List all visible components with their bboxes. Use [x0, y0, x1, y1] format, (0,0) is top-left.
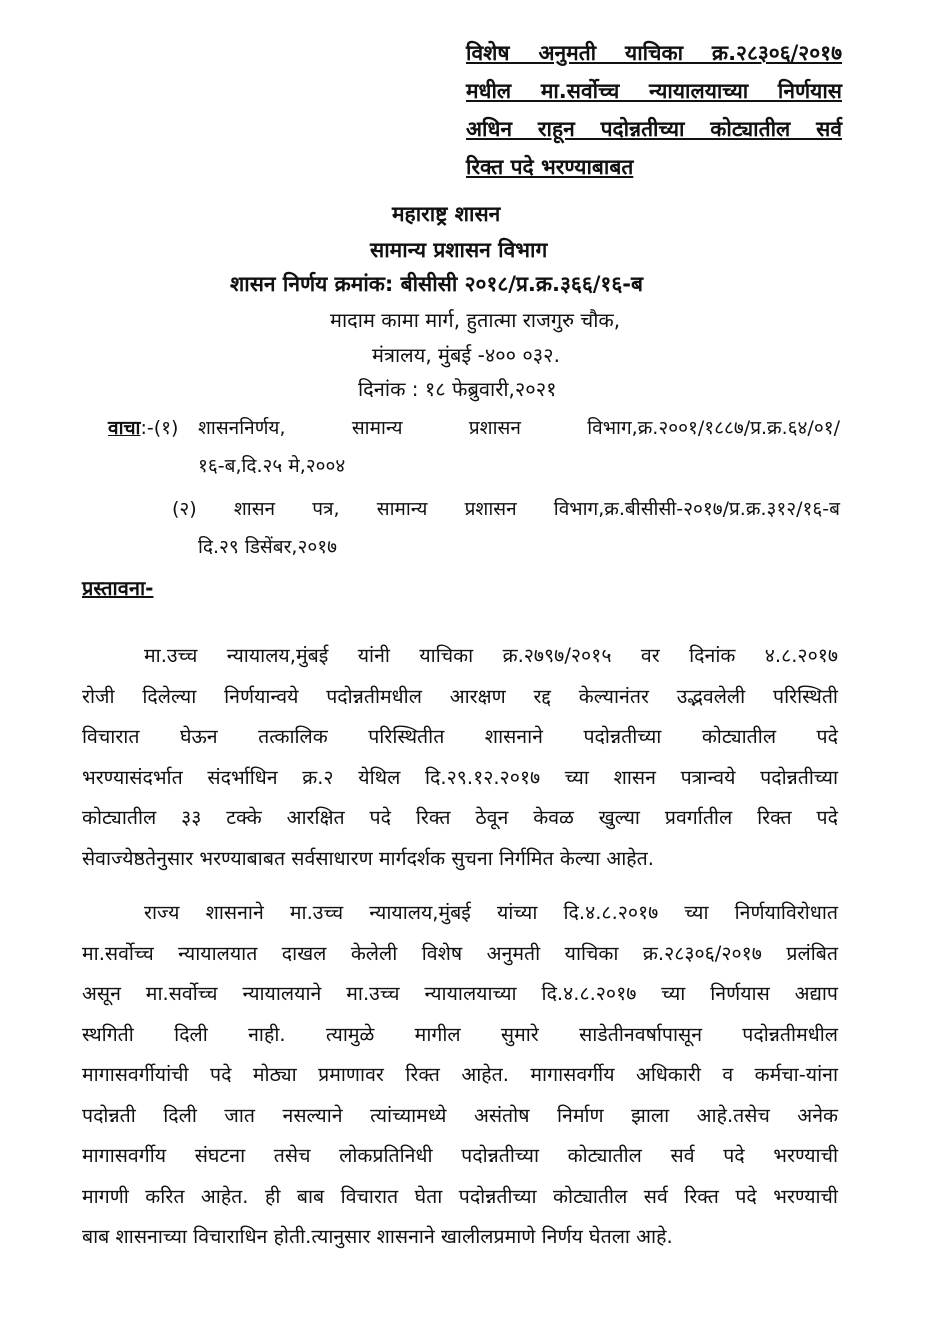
paragraph-line: असून मा.सर्वोच्च न्यायालयाने मा.उच्च न्यायालयाच्या दि.४.८.२०१७ च्या निर्णयास अद्याप [82, 982, 838, 1005]
address-line-1: मादाम कामा मार्ग, हुतात्मा राजगुरु चौक, [330, 308, 621, 332]
read-label: वाचा [108, 417, 141, 439]
paragraph-line: कोट्यातील ३३ टक्के आरक्षित पदे रिक्त ठेवून केवळ खुल्या प्रवर्गातील रिक्त पदे [82, 806, 838, 829]
subject-line: रिक्त पदे भरण्याबाबत [466, 155, 634, 179]
paragraph-line: मागासवर्गीय संघटना तसेच लोकप्रतिनिधी पदोन्नतीच्या कोट्यातील सर्व पदे भरण्याची [82, 1144, 838, 1167]
ref1-number: :-(१) [140, 417, 179, 439]
paragraph-line: मा.सर्वोच्च न्यायालयात दाखल केलेली विशेष अनुमती याचिका क्र.२८३०६/२०१७ प्रलंबित [82, 941, 838, 965]
subject-line: अधिन राहून पदोन्नतीच्या कोट्यातील सर्व [466, 117, 842, 141]
paragraph-line: मागणी करित आहेत. ही बाब विचारात घेता पदोन्नतीच्या कोट्यातील सर्व रिक्त पदे भरण्याची [82, 1184, 838, 1208]
subject-line: मधील मा.सर्वोच्च न्यायालयाच्या निर्णयास [466, 79, 842, 103]
references-label [108, 414, 178, 440]
paragraph-line: मागासवर्गीयांची पदे मोठ्या प्रमाणावर रिक्त आहेत. मागासवर्गीय अधिकारी व कर्मचा-यांना [82, 1063, 838, 1086]
ref1-line-2: १६-ब,दि.२५ मे,२००४ [198, 455, 346, 477]
preamble-paragraph-1 [82, 636, 838, 879]
subject-line: विशेष अनुमती याचिका क्र.२८३०६/२०१७ [466, 41, 842, 65]
preamble-heading: प्रस्तावना- [82, 576, 154, 600]
address-line-2: मंत्रालय, मुंबई -४०० ०३२. [372, 343, 560, 367]
paragraph-line: स्थगिती दिली नाही. त्यामुळे मागील सुमारे साडेतीनवर्षापासून पदोन्नतीमधील [82, 1022, 838, 1046]
paragraph-line: बाब शासनाच्या विचाराधिन होती.त्यानुसार शासनाने खालीलप्रमाणे निर्णय घेतला आहे. [82, 1225, 673, 1248]
paragraph-line: मा.उच्च न्यायालय,मुंबई यांनी याचिका क्र.२७९७/२०१५ वर दिनांक ४.८.२०१७ [144, 644, 838, 667]
ref2-line-1: (२) शासन पत्र, सामान्य प्रशासन विभाग,क्र.बीसीसी-२०१७/प्र.क्र.३१२/१६-ब [172, 498, 840, 520]
ref1-line-1: शासननिर्णय, सामान्य प्रशासन विभाग,क्र.२००१/१८८७/प्र.क्र.६४/०१/ [198, 417, 840, 439]
paragraph-line: रोजी दिलेल्या निर्णयान्वये पदोन्नतीमधील आरक्षण रद्द केल्यानंतर उद्भवलेली परिस्थिती [82, 684, 838, 708]
gr-number: शासन निर्णय क्रमांक: बीसीसी २०१८/प्र.क्र.३६६/१६-ब [230, 272, 643, 296]
ref2-line-2: दि.२९ डिसेंबर,२०१७ [198, 536, 337, 558]
paragraph-line: विचारात घेऊन तत्कालिक परिस्थितीत शासनाने पदोन्नतीच्या कोट्यातील पदे [82, 725, 838, 748]
department-name: सामान्य प्रशासन विभाग [370, 238, 548, 262]
government-name: महाराष्ट्र शासन [392, 202, 501, 226]
preamble-paragraph-2 [82, 893, 838, 1258]
paragraph-line: भरण्यासंदर्भात संदर्भाधिन क्र.२ येथिल दि.२९.१२.२०१७ च्या शासन पत्रान्वये पदोन्नतीच्या [82, 765, 838, 789]
paragraph-line: सेवाज्येष्ठतेनुसार भरण्याबाबत सर्वसाधारण मार्गदर्शक सुचना निर्गमित केल्या आहेत. [82, 846, 654, 870]
paragraph-line: पदोन्नती दिली जात नसल्याने त्यांच्यामध्ये असंतोष निर्माण झाला आहे.तसेच अनेक [82, 1103, 838, 1127]
paragraph-line: राज्य शासनाने मा.उच्च न्यायालय,मुंबई यांच्या दि.४.८.२०१७ च्या निर्णयाविरोधात [144, 901, 838, 924]
gr-date: दिनांक : १८ फेब्रुवारी,२०२१ [358, 377, 557, 401]
subject-heading [466, 34, 842, 186]
